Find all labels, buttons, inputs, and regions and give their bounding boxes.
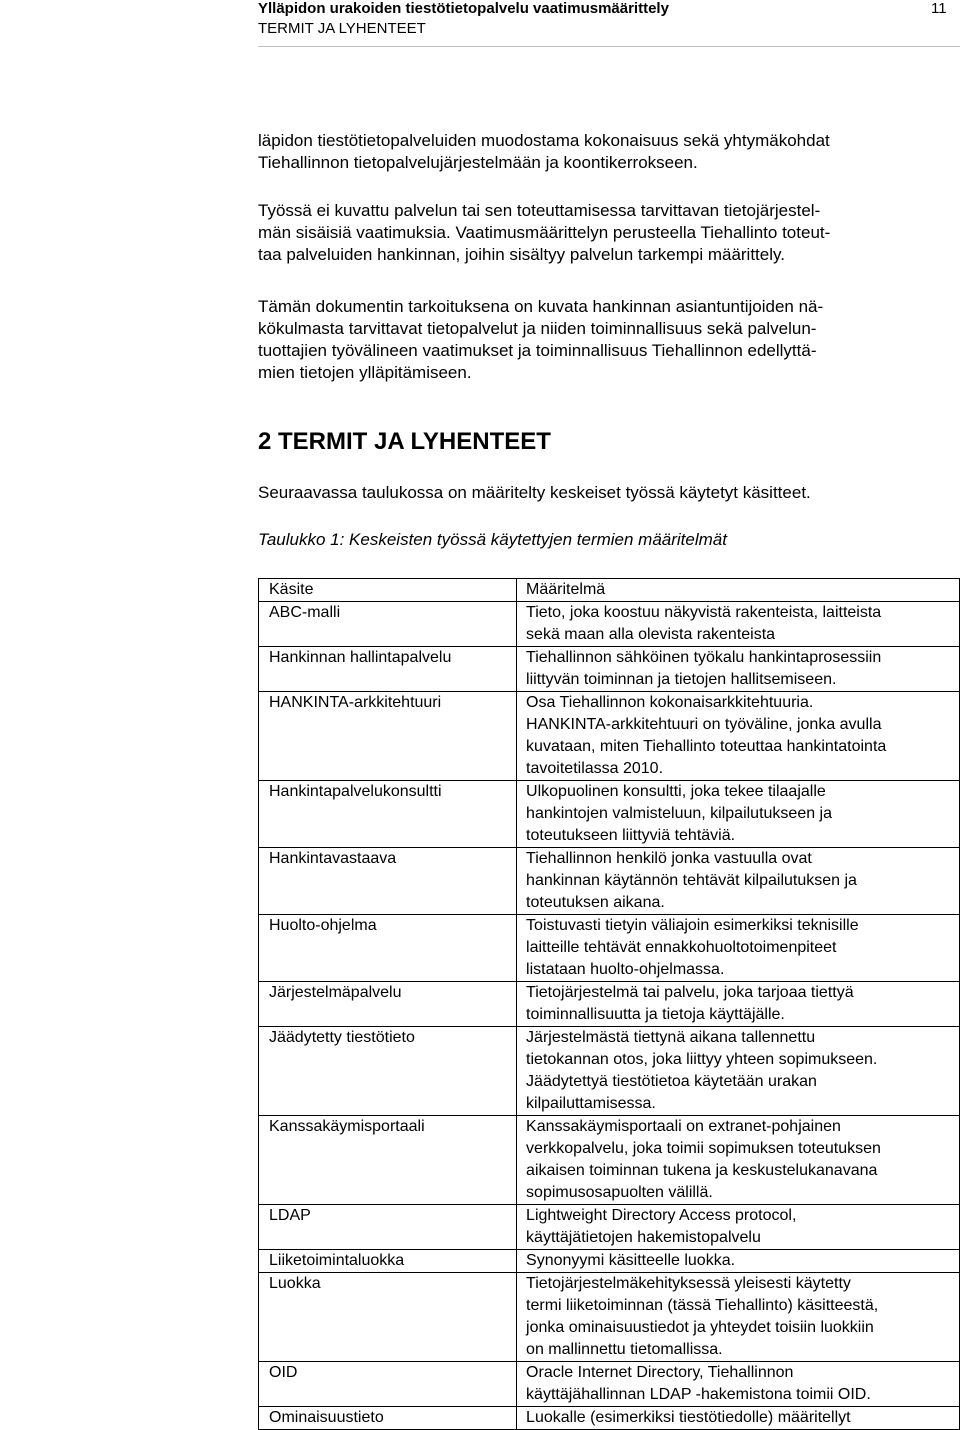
header-divider: [258, 46, 960, 47]
definition-cell: [517, 647, 960, 692]
term-cell: Liiketoimintaluokka: [259, 1250, 517, 1273]
text-line: Työssä ei kuvattu palvelun tai sen toteuttamisessa tarvittavan tietojärjestel-: [258, 201, 821, 220]
definition-line: aikaisen toiminnan tukena ja keskustelukanavana: [526, 1162, 878, 1179]
text-line: läpidon tiestötietopalveluiden muodostama kokonaisuus sekä yhtymäkohdat: [258, 131, 830, 150]
definition-line: Jäädytettyä tiestötietoa käytetään urakan: [526, 1073, 817, 1090]
term-cell: OID: [259, 1362, 517, 1407]
column-header-term: Käsite: [259, 579, 517, 602]
definition-line: tavoitetilassa 2010.: [526, 760, 664, 777]
definition-line: kilpailuttamisessa.: [526, 1095, 656, 1112]
definition-line: käyttäjätietojen hakemistopalvelu: [526, 1229, 761, 1246]
definition-cell: [517, 982, 960, 1027]
table-header-row: [259, 579, 960, 602]
table-row: [259, 1407, 960, 1430]
definition-line: Lightweight Directory Access protocol,: [526, 1207, 797, 1224]
definition-line: sopimusosapuolten välillä.: [526, 1184, 713, 1201]
definition-line: tietokannan otos, joka liittyy yhteen sopimukseen.: [526, 1051, 878, 1068]
definition-cell: [517, 1407, 960, 1430]
definition-line: kuvataan, miten Tiehallinto toteuttaa hankintatointa: [526, 738, 887, 755]
definition-line: listataan huolto-ohjelmassa.: [526, 961, 725, 978]
term-cell: Luokka: [259, 1273, 517, 1362]
definition-line: termi liiketoiminnan (tässä Tiehallinto) käsitteestä,: [526, 1297, 879, 1314]
column-header-definition: Määritelmä: [517, 579, 960, 602]
definition-cell: [517, 781, 960, 848]
definition-cell: [517, 1250, 960, 1273]
definition-line: Osa Tiehallinnon kokonaisarkkitehtuuria.: [526, 694, 814, 711]
term-cell: Ominaisuustieto: [259, 1407, 517, 1430]
table-row: [259, 1205, 960, 1250]
header-subtitle: TERMIT JA LYHENTEET: [258, 20, 426, 37]
definition-line: toteutuksen aikana.: [526, 894, 665, 911]
section-heading: 2 TERMIT JA LYHENTEET: [258, 428, 551, 455]
definition-cell: [517, 692, 960, 781]
text-line: Tämän dokumentin tarkoituksena on kuvata hankinnan asiantuntijoiden nä-: [258, 297, 824, 316]
definition-line: Kanssakäymisportaali on extranet-pohjainen: [526, 1118, 841, 1135]
term-cell: Hankintavastaava: [259, 848, 517, 915]
text-line: taa palveluiden hankinnan, joihin sisältyy palvelun tarkempi määrittely.: [258, 245, 785, 264]
definition-line: verkkopalvelu, joka toimii sopimuksen toteutuksen: [526, 1140, 881, 1157]
definition-line: Tieto, joka koostuu näkyvistä rakenteista, laitteista: [526, 604, 882, 621]
section-lead: [258, 482, 960, 504]
intro-paragraph-3: [258, 296, 960, 384]
definition-line: Synonyymi käsitteelle luokka.: [526, 1252, 736, 1269]
definition-line: Tiehallinnon sähköinen työkalu hankintaprosessiin: [526, 649, 882, 666]
term-cell: LDAP: [259, 1205, 517, 1250]
definition-line: Oracle Internet Directory, Tiehallinnon: [526, 1364, 794, 1381]
text-line: tuottajien työvälineen vaatimukset ja toiminnallisuus Tiehallinnon edellyttä-: [258, 341, 817, 360]
table-row: [259, 848, 960, 915]
definition-line: HANKINTA-arkkitehtuuri on työväline, jonka avulla: [526, 716, 882, 733]
table-row: [259, 692, 960, 781]
text-line: Seuraavassa taulukossa on määritelty keskeiset työssä käytetyt käsitteet.: [258, 483, 811, 502]
term-cell: ABC-malli: [259, 602, 517, 647]
definition-line: liittyvän toiminnan ja tietojen hallitsemiseen.: [526, 671, 837, 688]
text-line: kökulmasta tarvittavat tietopalvelut ja niiden toiminnallisuus sekä palvelun-: [258, 319, 817, 338]
definition-cell: [517, 848, 960, 915]
definition-cell: [517, 915, 960, 982]
definition-line: toteutukseen liittyviä tehtäviä.: [526, 827, 736, 844]
definition-line: toiminnallisuutta ja tietoja käyttäjälle.: [526, 1006, 785, 1023]
definition-cell: [517, 602, 960, 647]
definition-line: hankinnan käytännön tehtävät kilpailutuksen ja: [526, 872, 857, 889]
definition-line: sekä maan alla olevista rakenteista: [526, 626, 776, 643]
term-cell: Kanssakäymisportaali: [259, 1116, 517, 1205]
text-line: män sisäisiä vaatimuksia. Vaatimusmäärittelyn perusteella Tiehallinto toteut-: [258, 223, 831, 242]
definition-line: Tiehallinnon henkilö jonka vastuulla ovat: [526, 850, 812, 867]
definition-line: jonka ominaisuustiedot ja yhteydet toisiin luokkiin: [526, 1319, 874, 1336]
definition-line: on mallinnettu tietomallissa.: [526, 1341, 723, 1358]
definition-line: Järjestelmästä tiettynä aikana tallennettu: [526, 1029, 816, 1046]
term-cell: Huolto-ohjelma: [259, 915, 517, 982]
table-caption: Taulukko 1: Keskeisten työssä käytettyjen termien määritelmät: [258, 530, 727, 549]
page-number: 11: [931, 0, 947, 17]
text-line: mien tietojen ylläpitämiseen.: [258, 363, 472, 382]
definition-line: Ulkopuolinen konsultti, joka tekee tilaajalle: [526, 783, 826, 800]
definition-line: Toistuvasti tietyin väliajoin esimerkiksi teknisille: [526, 917, 859, 934]
table-row: [259, 1273, 960, 1362]
table-row: [259, 647, 960, 692]
definition-line: Luokalle (esimerkiksi tiestötiedolle) määritellyt: [526, 1409, 851, 1426]
table-row: [259, 1027, 960, 1116]
header-title: Ylläpidon urakoiden tiestötietopalvelu vaatimusmäärittely: [258, 0, 669, 17]
terms-table: [258, 578, 960, 1430]
intro-paragraph-1: [258, 130, 960, 174]
term-cell: Jäädytetty tiestötieto: [259, 1027, 517, 1116]
definition-cell: [517, 1362, 960, 1407]
table-row: [259, 781, 960, 848]
definition-cell: [517, 1273, 960, 1362]
text-line: Tiehallinnon tietopalvelujärjestelmään ja koontikerrokseen.: [258, 153, 698, 172]
table-row: [259, 1362, 960, 1407]
table-row: [259, 915, 960, 982]
term-cell: HANKINTA-arkkitehtuuri: [259, 692, 517, 781]
term-cell: Hankinnan hallintapalvelu: [259, 647, 517, 692]
definition-line: Tietojärjestelmäkehityksessä yleisesti käytetty: [526, 1275, 851, 1292]
definition-cell: [517, 1027, 960, 1116]
table-row: [259, 1250, 960, 1273]
term-cell: Hankintapalvelukonsultti: [259, 781, 517, 848]
definition-line: Tietojärjestelmä tai palvelu, joka tarjoaa tiettyä: [526, 984, 854, 1001]
table-row: [259, 602, 960, 647]
table-row: [259, 1116, 960, 1205]
definition-line: laitteille tehtävät ennakkohuoltotoimenpiteet: [526, 939, 837, 956]
intro-paragraph-2: [258, 200, 960, 266]
definition-cell: [517, 1116, 960, 1205]
table-row: [259, 982, 960, 1027]
term-cell: Järjestelmäpalvelu: [259, 982, 517, 1027]
definition-line: hankintojen valmisteluun, kilpailutukseen ja: [526, 805, 833, 822]
definition-cell: [517, 1205, 960, 1250]
definition-line: käyttäjähallinnan LDAP -hakemistona toimii OID.: [526, 1386, 871, 1403]
